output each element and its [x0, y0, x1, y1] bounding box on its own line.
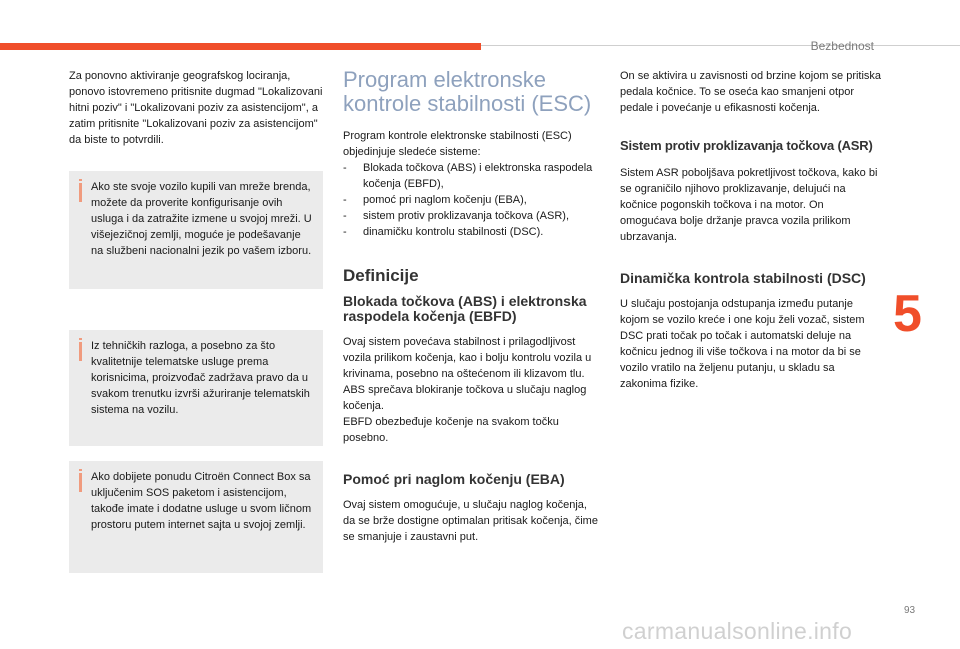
list-item: - pomoć pri naglom kočenju (EBA),	[343, 192, 601, 208]
definitions-heading: Definicije	[343, 266, 419, 285]
info-note	[69, 461, 323, 573]
abs-heading: Blokada točkova (ABS) i elektronska raspodela kočenja (EBFD)	[343, 293, 587, 324]
column-3	[620, 68, 882, 392]
note-text: Ako dobijete ponudu Citroën Connect Box sa uključenim SOS paketom i asistencijom, takođe imate i dodatne usluge u svom ličnom prostoru putem internet sajta u svojoj zemlji.	[91, 471, 312, 531]
header-rule	[481, 45, 960, 46]
info-note	[69, 171, 323, 289]
list-item: - sistem protiv proklizavanja točkova (ASR),	[343, 208, 601, 224]
list-item: - Blokada točkova (ABS) i elektronska raspodela kočenja (EBFD),	[343, 160, 601, 192]
info-note	[69, 330, 323, 446]
dsc-heading: Dinamička kontrola stabilnosti (DSC)	[620, 270, 866, 286]
watermark: carmanualsonline.info	[622, 618, 853, 644]
info-icon	[79, 473, 82, 492]
section-title: Bezbednost	[810, 39, 874, 53]
intro-paragraph: Za ponovno aktiviranje geografskog lociranja, ponovo istovremeno pritisnite dugmad "Lokalizovani hitni poziv" i "Lokalizovani poziv za asistencijom", a zatim pritisnite "Lokalizovani poziv za asistencijom" da biste to potvrdili.	[69, 70, 323, 146]
info-icon	[79, 183, 82, 202]
eba-heading: Pomoć pri naglom kočenju (EBA)	[343, 471, 565, 487]
column-2	[343, 68, 601, 545]
abs-text-3: EBFD obezbeđuje kočenje na svakom točku posebno.	[343, 416, 559, 444]
info-icon	[79, 342, 82, 361]
column-1	[69, 68, 325, 148]
esc-title: Program elektronske kontrole stabilnosti (ESC)	[343, 67, 592, 116]
note-text: Ako ste svoje vozilo kupili van mreže brenda, možete da proverite konfigurisanje ovih usluga i da zatražite izmene u svojoj mreži. U višejezičnoj zemlji, moguće je podešavanje na službeni nacionalni jezik po vašem izboru.	[91, 181, 312, 257]
esc-intro: Program kontrole elektronske stabilnosti (ESC) objedinjuje sledeće sisteme:	[343, 130, 572, 158]
list-item: - dinamičku kontrolu stabilnosti (DSC).	[343, 224, 601, 240]
asr-heading: Sistem protiv proklizavanja točkova (ASR)	[620, 138, 873, 153]
page-number: 93	[904, 605, 916, 616]
dsc-text: U slučaju postojanja odstupanja između putanje kojom se vozilo kreće i one koju želi vozač, sistem DSC prati točak po točak i automatski deluje na kočnicu jednog ili više točkova i na motor da bi se vozilo vratilo na željenu putanju, u skladu sa zakonima fizike.	[620, 298, 865, 390]
note-text: Iz tehničkih razloga, a posebno za što kvalitetnije telematske usluge prema korisnicima, proizvođač zadržava pravo da u svakom trenutku izvrši ažuriranje telematskih sistema na vozilu.	[91, 340, 310, 416]
systems-list	[343, 160, 601, 240]
header-accent-bar	[0, 43, 481, 50]
abs-text-2: ABS sprečava blokiranje točkova u slučaju naglog kočenja.	[343, 384, 587, 412]
eba-text: Ovaj sistem omogućuje, u slučaju naglog kočenja, da se brže dostigne optimalan pritisak kočenja, čime se smanjuje i zaustavni put.	[343, 499, 598, 543]
abs-text: Ovaj sistem povećava stabilnost i prilagodljivost vozila prilikom kočenja, kao i bolju kontrolu vozila u krivinama, posebno na oštećenom ili klizavom tlu.	[343, 336, 592, 380]
asr-text: Sistem ASR poboljšava pokretljivost točkova, kako bi se ograničilo njihovo proklizavanje, delujući na kočnice pogonskih točkova i na motor. On omogućava bolje držanje pravca vozila prilikom ubrzavanja.	[620, 167, 878, 243]
eba-continuation: On se aktivira u zavisnosti od brzine kojom se pritiska pedala kočnice. To se oseća kao smanjeni otpor pedale i povećanje u efikasnosti kočenja.	[620, 70, 882, 114]
chapter-number: 5	[893, 285, 922, 343]
